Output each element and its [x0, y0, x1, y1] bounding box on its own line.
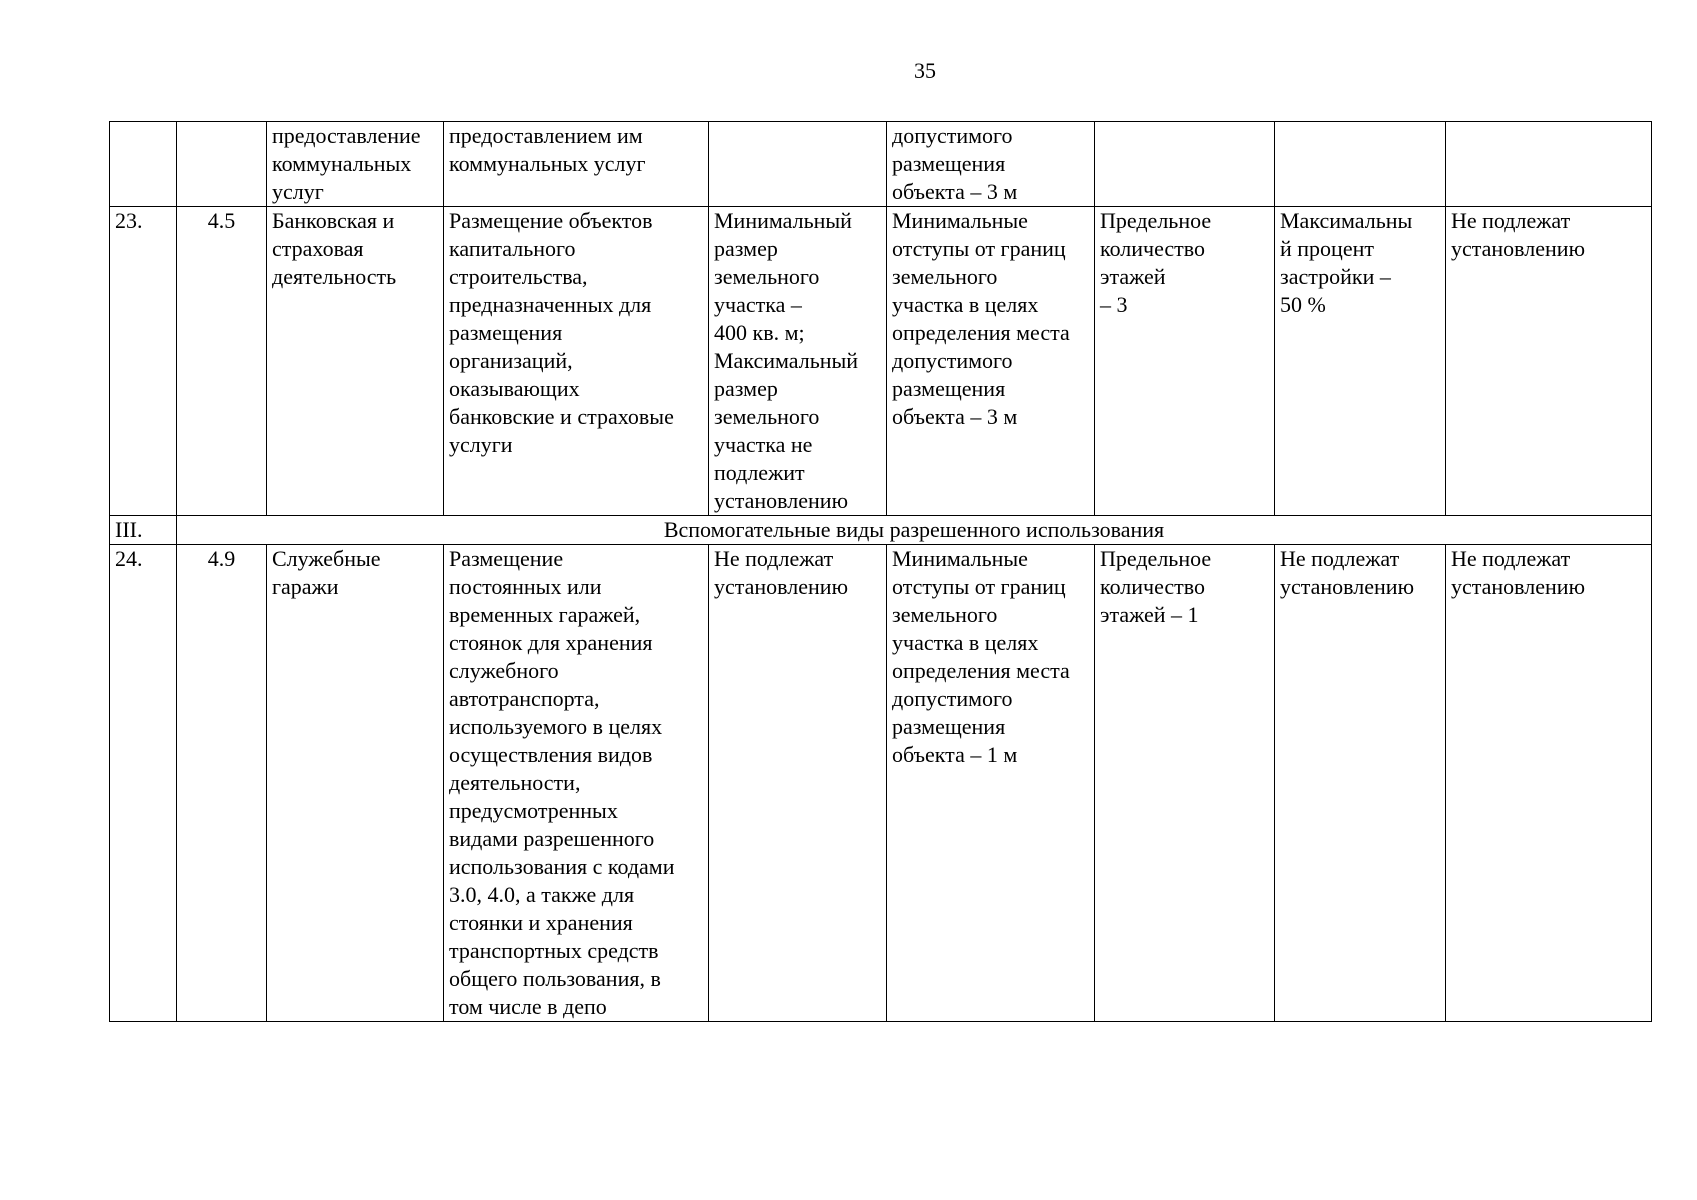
cell-line: объекта – 3 м [892, 179, 1018, 204]
use-description-cell [444, 207, 709, 516]
floors-cell [1095, 207, 1275, 516]
cell-line: услуги [449, 432, 513, 457]
cell-line: установлению [1451, 574, 1586, 599]
cell-line: установлению [1280, 574, 1415, 599]
cell-line: земельного [892, 602, 998, 627]
cell-line: страховая [272, 236, 364, 261]
cell-line: Минимальные [892, 546, 1028, 571]
row-number-cell [110, 122, 177, 207]
row-number-cell: 23. [110, 207, 177, 516]
land-use-table [109, 121, 1652, 1022]
cell-line: предоставлением им [449, 123, 643, 148]
cell-line: Размещение объектов [449, 208, 653, 233]
cell-line: 50 % [1280, 292, 1326, 317]
use-description-cell [444, 122, 709, 207]
cell-line: размер [714, 236, 778, 261]
cell-line: транспортных средств [449, 938, 659, 963]
cell-line: участка не [714, 432, 813, 457]
cell-line: земельного [714, 404, 820, 429]
cell-line: капитального [449, 236, 576, 261]
cell-line: размер [714, 376, 778, 401]
floors-cell [1095, 545, 1275, 1022]
cell-line: банковские и страховые [449, 404, 674, 429]
code-cell [177, 122, 267, 207]
setbacks-cell [887, 207, 1095, 516]
cell-line: размещения [892, 376, 1006, 401]
cell-line: объекта – 1 м [892, 742, 1018, 767]
use-name-cell [267, 545, 444, 1022]
cell-line: определения места [892, 320, 1070, 345]
plot-size-cell [709, 207, 887, 516]
cell-line: отступы от границ [892, 236, 1066, 261]
row-number-cell: 24. [110, 545, 177, 1022]
cell-line: осуществления видов [449, 742, 653, 767]
cell-line: Не подлежат [714, 546, 834, 571]
section-title-cell: Вспомогательные виды разрешенного использования [177, 516, 1652, 545]
cell-line: коммунальных услуг [449, 151, 646, 176]
setbacks-cell [887, 122, 1095, 207]
page-number: 35 [914, 58, 936, 83]
cell-line: строительства, [449, 264, 588, 289]
cell-line: Минимальные [892, 208, 1028, 233]
cell-line: Минимальный [714, 208, 852, 233]
cell-line: 3.0, 4.0, а также для [449, 882, 635, 907]
cell-line: количество [1100, 236, 1206, 261]
cell-line: Служебные [272, 546, 381, 571]
table-row [110, 545, 1652, 1022]
cell-line: допустимого [892, 348, 1013, 373]
cell-line: этажей – 1 [1100, 602, 1199, 627]
plot-size-cell [709, 122, 887, 207]
cell-line: допустимого [892, 123, 1013, 148]
restrictions-cell [1446, 122, 1652, 207]
cell-line: й процент [1280, 236, 1374, 261]
setbacks-cell [887, 545, 1095, 1022]
cell-line: служебного [449, 658, 559, 683]
coverage-cell [1275, 122, 1446, 207]
cell-line: общего пользования, в [449, 966, 661, 991]
restrictions-cell [1446, 545, 1652, 1022]
plot-size-cell [709, 545, 887, 1022]
section-number-cell: III. [110, 516, 177, 545]
section-row [110, 516, 1652, 545]
cell-line: – 3 [1100, 292, 1128, 317]
cell-line: использования с кодами [449, 854, 675, 879]
cell-line: земельного [892, 264, 998, 289]
cell-line: допустимого [892, 686, 1013, 711]
cell-line: Максимальны [1280, 208, 1413, 233]
cell-line: организаций, [449, 348, 573, 373]
cell-line: объекта – 3 м [892, 404, 1018, 429]
cell-line: участка – [714, 292, 802, 317]
cell-line: предусмотренных [449, 798, 618, 823]
use-description-cell [444, 545, 709, 1022]
use-name-cell [267, 207, 444, 516]
cell-line: участка в целях [892, 630, 1039, 655]
cell-line: оказывающих [449, 376, 580, 401]
cell-line: застройки – [1280, 264, 1391, 289]
cell-line: определения места [892, 658, 1070, 683]
cell-line: Банковская и [272, 208, 395, 233]
cell-line: Не подлежат [1451, 208, 1571, 233]
cell-line: размещения [892, 151, 1006, 176]
cell-line: Предельное [1100, 546, 1212, 571]
cell-line: Размещение [449, 546, 564, 571]
cell-line: гаражи [272, 574, 339, 599]
cell-line: установлению [1451, 236, 1586, 261]
cell-line: размещения [892, 714, 1006, 739]
table-row [110, 207, 1652, 516]
cell-line: видами разрешенного [449, 826, 655, 851]
cell-line: размещения [449, 320, 563, 345]
cell-line: постоянных или [449, 574, 602, 599]
cell-line: стоянок для хранения [449, 630, 653, 655]
cell-line: предоставление [272, 123, 421, 148]
cell-line: том числе в депо [449, 994, 607, 1019]
coverage-cell [1275, 545, 1446, 1022]
cell-line: участка в целях [892, 292, 1039, 317]
cell-line: деятельности, [449, 770, 581, 795]
floors-cell [1095, 122, 1275, 207]
cell-line: стоянки и хранения [449, 910, 633, 935]
cell-line: используемого в целях [449, 714, 663, 739]
cell-line: 400 кв. м; [714, 320, 805, 345]
cell-line: автотранспорта, [449, 686, 600, 711]
table-row [110, 122, 1652, 207]
cell-line: Не подлежат [1451, 546, 1571, 571]
cell-line: Не подлежат [1280, 546, 1400, 571]
cell-line: услуг [272, 179, 324, 204]
cell-line: отступы от границ [892, 574, 1066, 599]
code-cell: 4.9 [177, 545, 267, 1022]
cell-line: Максимальный [714, 348, 859, 373]
cell-line: количество [1100, 574, 1206, 599]
cell-line: земельного [714, 264, 820, 289]
cell-line: коммунальных [272, 151, 412, 176]
restrictions-cell [1446, 207, 1652, 516]
cell-line: этажей [1100, 264, 1166, 289]
cell-line: временных гаражей, [449, 602, 641, 627]
cell-line: предназначенных для [449, 292, 652, 317]
coverage-cell [1275, 207, 1446, 516]
use-name-cell [267, 122, 444, 207]
cell-line: Предельное [1100, 208, 1212, 233]
code-cell: 4.5 [177, 207, 267, 516]
cell-line: деятельность [272, 264, 397, 289]
cell-line: подлежит [714, 460, 805, 485]
table-body [110, 122, 1652, 1022]
cell-line: установлению [714, 488, 849, 513]
cell-line: установлению [714, 574, 849, 599]
